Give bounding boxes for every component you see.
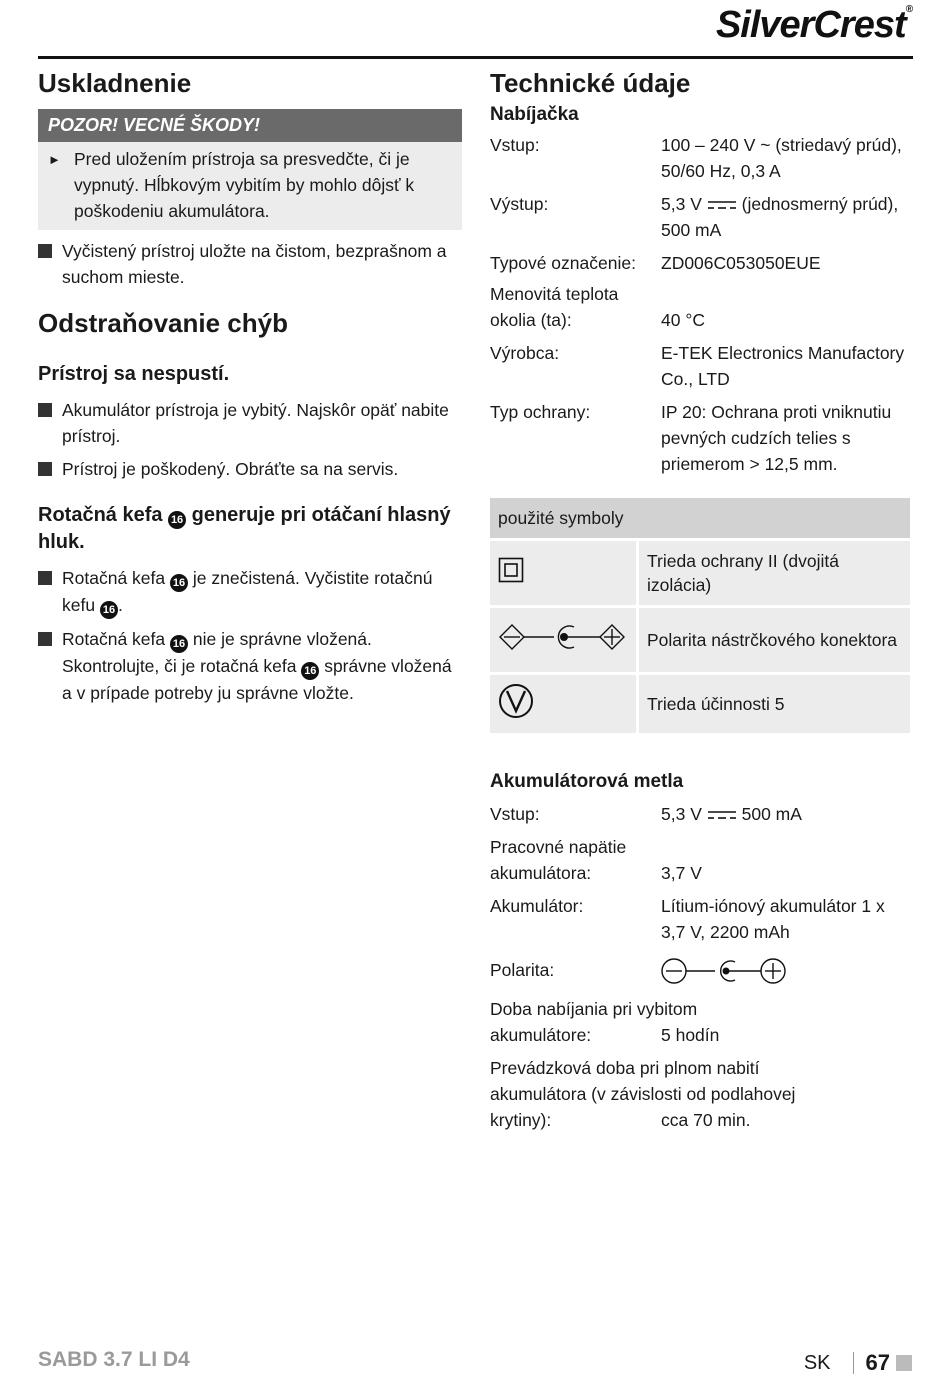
storage-title: Uskladnenie (38, 68, 192, 98)
warning-box (38, 109, 462, 230)
warning-title: POZOR! VECNÉ ŠKODY! (38, 109, 462, 142)
troubleshooting-title: Odstraňovanie chýb (38, 308, 288, 339)
bullet-square-icon (38, 571, 52, 585)
list-item: Prístroj je poškodený. Obráťte sa na servis. (38, 456, 462, 482)
ref-16-icon: 16 (170, 635, 188, 653)
spec-row: Menovitá teplota okolia (ta): 40 °C (490, 283, 705, 330)
ref-16-icon: 16 (301, 662, 319, 680)
spec-row: Výrobca: E-TEK Electronics Manufactory Co., LTD (490, 342, 905, 389)
left-column (38, 60, 462, 706)
bullet-square-icon (38, 403, 52, 417)
spec-row: Výstup: 5,3 V (jednosmerný prúd), 500 mA (490, 193, 899, 240)
right-column (490, 60, 912, 1133)
brand-logo: SilverCrest® (715, 4, 912, 46)
battery-broom-title: Akumulátorová metla (490, 770, 684, 792)
spec-row: Prevádzková doba pri plnom nabití akumulátora (v závislosti od podlahovej krytiny): cca 70 min. (490, 1057, 796, 1130)
problem-2-title: Rotačná kefa 16 generuje pri otáčaní hlasný hluk. (38, 504, 451, 554)
double-square-icon (498, 557, 524, 583)
warning-text: Pred uložením prístroja sa presvedčte, či je vypnutý. Hĺbkovým vybitím by mohlo dôjsť k poškodeniu akumulátora. (74, 149, 415, 222)
ref-16-icon: 16 (170, 574, 188, 592)
arrow-icon: ► (48, 152, 61, 168)
dc-symbol-icon (707, 809, 737, 821)
symbols-header: použité symboly (490, 498, 910, 538)
tech-data-title: Technické údaje (490, 68, 691, 98)
ref-16-icon: 16 (100, 601, 118, 619)
page-number: 67 (865, 1350, 890, 1375)
table-row: Trieda účinnosti 5 (490, 675, 910, 733)
spec-row: Pracovné napätie akumulátora: 3,7 V (490, 836, 702, 883)
polarity-icon (498, 620, 626, 654)
list-item: Akumulátor prístroja je vybitý. Najskôr opäť nabite prístroj. (38, 397, 462, 449)
broom-specs (490, 801, 912, 1133)
footer-model: SABD 3.7 LI D4 (38, 1348, 190, 1371)
problem-1-title: Prístroj sa nespustí. (38, 363, 230, 386)
ref-16-icon: 16 (168, 511, 186, 529)
footer-lang: SK (803, 1351, 831, 1374)
dc-symbol-icon (707, 199, 737, 211)
circled-v-icon (498, 683, 534, 719)
spec-row: Typové označenie: ZD006C053050EUE (490, 252, 821, 273)
bullet-square-icon (38, 632, 52, 646)
bullet-square-icon (38, 244, 52, 258)
list-item: Rotačná kefa 16 nie je správne vložená. Skontrolujte, či je rotačná kefa 16 správne vložená a v prípade potreby ju správne vložte. (38, 626, 462, 706)
spec-row: Vstup: 100 – 240 V ~ (striedavý prúd), 50/60 Hz, 0,3 A (490, 134, 902, 181)
table-row: Polarita nástrčkového konektora (490, 608, 910, 672)
table-row: Trieda ochrany II (dvojitá izolácia) (490, 541, 910, 605)
symbols-table (487, 495, 913, 736)
charger-title: Nabíjačka (490, 104, 579, 126)
page-marker-icon (896, 1355, 912, 1371)
list-item: Rotačná kefa 16 je znečistená. Vyčistite rotačnú kefu 16 . (38, 565, 462, 619)
footer-page (804, 1350, 912, 1376)
spec-row: Typ ochrany: IP 20: Ochrana proti vniknutiu pevných cudzích telies s priemerom > 12,5 mm. (490, 401, 892, 474)
header-rule (38, 56, 913, 59)
charger-specs (490, 132, 912, 477)
spec-row: Polarita: (490, 957, 912, 992)
spec-row: Akumulátor: Lítium-iónový akumulátor 1 x 3,7 V, 2200 mAh (490, 895, 885, 942)
bullet-square-icon (38, 462, 52, 476)
polarity-icon (661, 957, 787, 985)
spec-row: Doba nabíjania pri vybitom akumulátore: 5 hodín (490, 998, 720, 1045)
spec-row: Vstup: 5,3 V 500 mA (490, 803, 802, 824)
list-item: Vyčistený prístroj uložte na čistom, bezprašnom a suchom mieste. (38, 238, 462, 290)
